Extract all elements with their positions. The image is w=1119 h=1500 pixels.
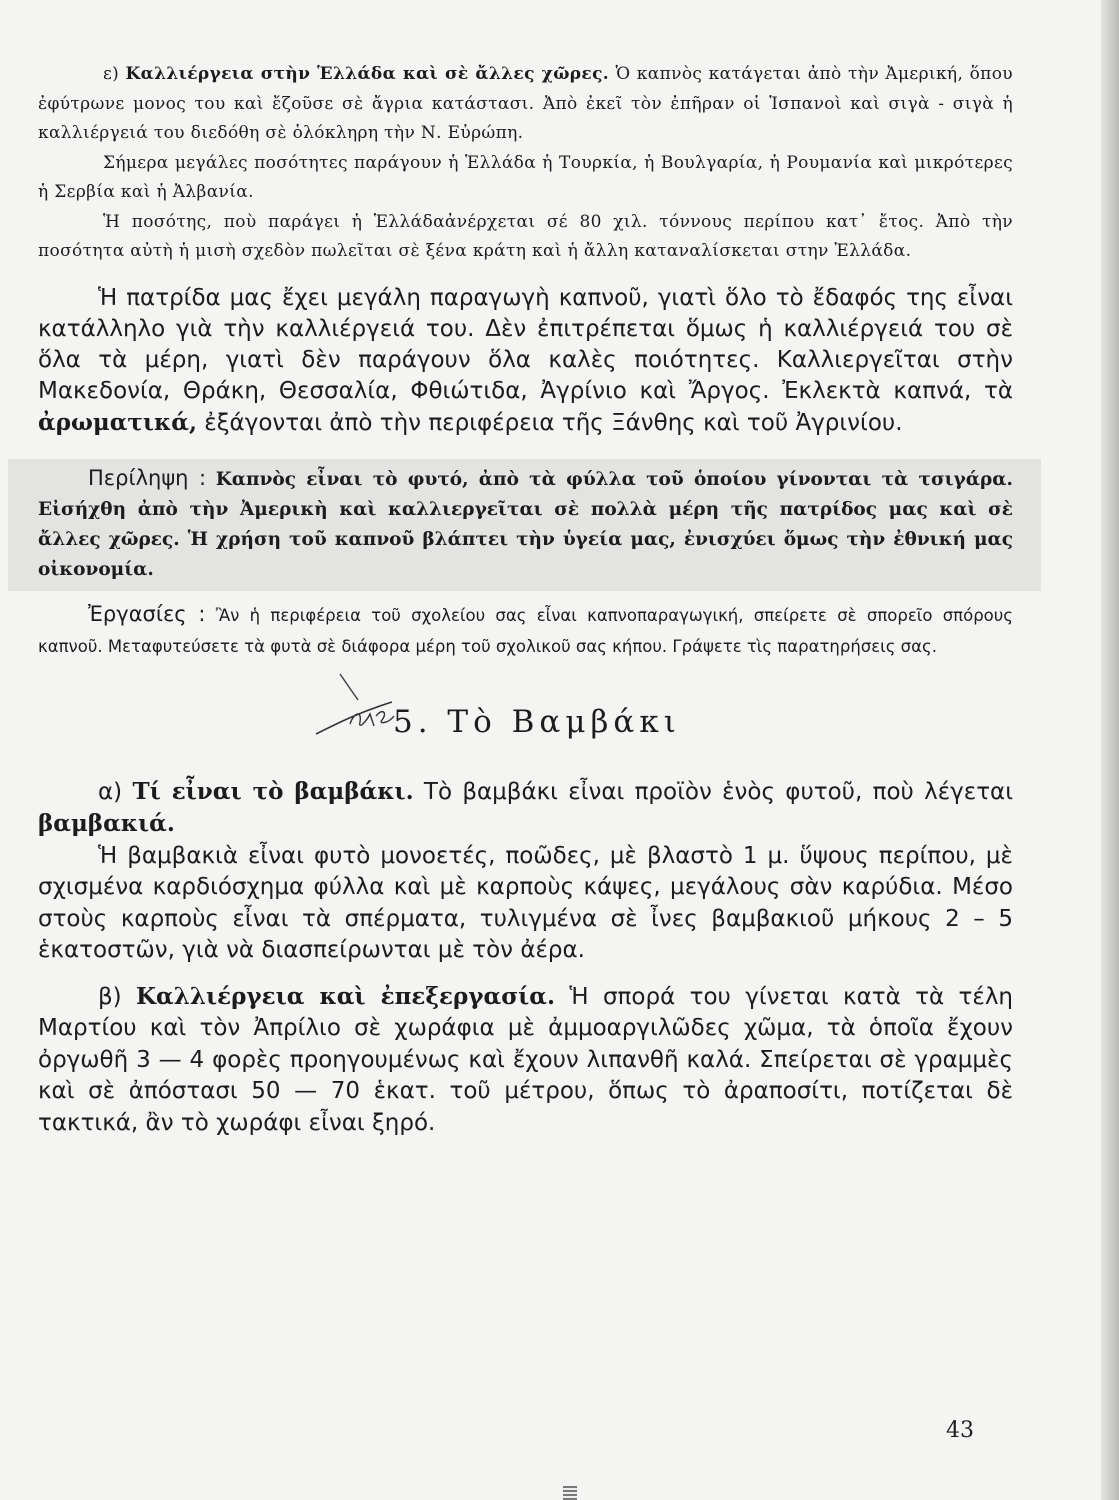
summary-text: Καπνὸς εἶναι τὸ φυτό, ἀπὸ τὰ φύλλα τοῦ ὁποίου γίνονται τὰ τσιγάρα. Εἰσήχθη ἀπὸ τὴν Ἀμερικὴ καὶ καλλιεργεῖται σὲ πολλὰ μέρη τῆς πατρίδος μας καὶ σὲ ἄλλες χῶρες. Ἡ χρήση τοῦ καπνοῦ βλάπτει τὴν ὑγεία μας, ἐνισχύει ὅμως τὴν ἐθνική μας οἰκονομία.	[38, 468, 1013, 580]
handwritten-mark-icon	[310, 672, 400, 742]
section-e-label: ε)	[103, 64, 120, 84]
summary-paragraph	[38, 463, 1013, 585]
section-a-paragraph-2: Ἡ βαμβακιὰ εἶναι φυτὸ μονοετές, ποῶδες, μὲ βλαστὸ 1 μ. ὕψους περίπου, μὲ σχισμένα καρδιόσχημα φύλλα καὶ μὲ καρποὺς κάψες, μεγάλους σὰν καρύδια. Μέσο στοὺς καρποὺς εἶναι τὰ σπέρματα, τυλιγμένα σὲ ἶνες βαμβακιοῦ μήκους 2 – 5 ἑκατοστῶν, γιὰ νὰ διασπείρωνται μὲ τὸν ἀέρα.	[38, 842, 1013, 963]
section-b-heading: Καλλιέργεια καὶ ἐπεξεργασία.	[136, 982, 555, 1010]
main-paragraph-bold: ἀρωματικά,	[38, 408, 197, 436]
section-a-heading: Τί εἶναι τὸ βαμβάκι.	[132, 777, 414, 805]
section-a-paragraph	[38, 776, 1013, 841]
section-e-paragraph-2: Σήμερα μεγάλες ποσότητες παράγουν ἡ Ἑλλάδα ἡ Τουρκία, ἡ Βουλγαρία, ἡ Ρουμανία καὶ μικρότερες ἡ Σερβία καὶ ἡ Ἀλβανία.	[38, 152, 1013, 202]
chapter-heading	[38, 702, 1013, 762]
book-page	[38, 60, 1013, 1139]
section-b-paragraph	[38, 981, 1013, 1140]
main-paragraph-block	[38, 283, 1013, 439]
tasks-text: Ἂν ἡ περιφέρεια τοῦ σχολείου σας εἶναι καπνοπαραγωγική, σπείρετε σὲ σπορεῖο σπόρους καπνοῦ. Μεταφυτεύσετε τὰ φυτὰ σὲ διάφορα μέρη τοῦ σχολικοῦ σας κήπου. Γράψετε τὶς παρατηρήσεις σας.	[38, 605, 1013, 656]
summary-lead: Περίληψη :	[88, 465, 207, 490]
main-paragraph-text-end: ἐξάγονται ἀπὸ τὴν περιφέρεια τῆς Ξάνθης καὶ τοῦ Ἀγρινίου.	[204, 409, 903, 436]
tasks-paragraph	[38, 599, 1013, 662]
section-b-label: β)	[98, 983, 122, 1010]
section-a	[38, 776, 1013, 967]
tasks-lead: Ἐργασίες :	[88, 601, 206, 626]
section-b	[38, 981, 1013, 1140]
main-paragraph-text: Ἡ πατρίδα μας ἔχει μεγάλη παραγωγὴ καπνοῦ, γιατὶ ὅλο τὸ ἔδαφός της εἶναι κατάλληλο γιὰ τὴν καλλιέργειά του. Δὲν ἐπιτρέπεται ὅμως ἡ καλλιέργειά του σὲ ὅλα τὰ μέρη, γιατὶ δὲν παράγουν ὅλα καλὲς ποιότητες. Καλλιεργεῖται στὴν Μακεδονία, Θράκη, Θεσσαλία, Φθιώτιδα, Ἀγρίνιο καὶ Ἄργος. Ἐκλεκτὰ καπνά, τὰ	[38, 284, 1013, 404]
section-b-text: Ἡ σπορά του γίνεται κατὰ τὰ τέλη Μαρτίου καὶ τὸν Ἀπρίλιο σὲ χωράφια μὲ ἀμμοαργιλῶδες χῶμα, τὰ ὁποῖα ἔχουν ὀργωθῆ 3 — 4 φορὲς προηγουμένως καὶ ἔχουν λιπανθῆ καλά. Σπείρεται σὲ γραμμὲς καὶ σὲ ἀπόστασι 50 — 70 ἑκατ. τοῦ μέτρου, ὅπως τὸ ἀραποσίτι, ποτίζεται δὲ τακτικά, ἂν τὸ χωράφι εἶναι ξηρό.	[38, 983, 1014, 1136]
page-edge-shadow	[1101, 0, 1119, 1500]
section-e-paragraph-3: Ἡ ποσότης, ποὺ παράγει ἡ Ἑλλάδαἀνέρχεται σέ 80 χιλ. τόννους περίπου κατ᾿ ἔτος. Ἀπὸ τὴν ποσότητα αὐτὴ ἡ μισὴ σχεδὸν πωλεῖται σὲ ξένα κράτη καὶ ἡ ἄλλη καταναλίσκεται στην Ἑλλάδα.	[38, 211, 1013, 261]
section-e-heading: Καλλιέργεια στὴν Ἑλλάδα καὶ σὲ ἄλλες χῶρες.	[125, 64, 610, 84]
section-a-bold: βαμβακιά.	[38, 810, 175, 837]
main-paragraph	[38, 283, 1013, 439]
tasks-block	[38, 599, 1013, 662]
section-e	[38, 60, 1013, 267]
page-number: 43	[946, 1418, 974, 1443]
binding-mark	[563, 1486, 577, 1500]
section-e-text: Ὁ καπνὸς κατάγεται ἀπὸ τὴν Ἀμερική, ὅπου ἐφύτρωνε μονος του καὶ ἔζοῦσε σὲ ἄγρια κατάστασι. Ἀπὸ ἐκεῖ τὸν ἐπῆραν οἱ Ἱσπανοὶ καὶ σιγὰ - σιγὰ ἡ καλλιέργειά του διεδόθη σὲ ὁλόκληρη τὴν Ν. Εὐρώπη.	[38, 64, 1013, 143]
chapter-title: 5. Τὸ Βαμβάκι	[393, 703, 681, 740]
section-e-paragraph	[38, 60, 1013, 149]
summary-box	[8, 459, 1041, 591]
section-a-text: Τὸ βαμβάκι εἶναι προϊὸν ἑνὸς φυτοῦ, ποὺ λέγεται	[423, 778, 1014, 805]
section-a-label: α)	[98, 778, 123, 805]
